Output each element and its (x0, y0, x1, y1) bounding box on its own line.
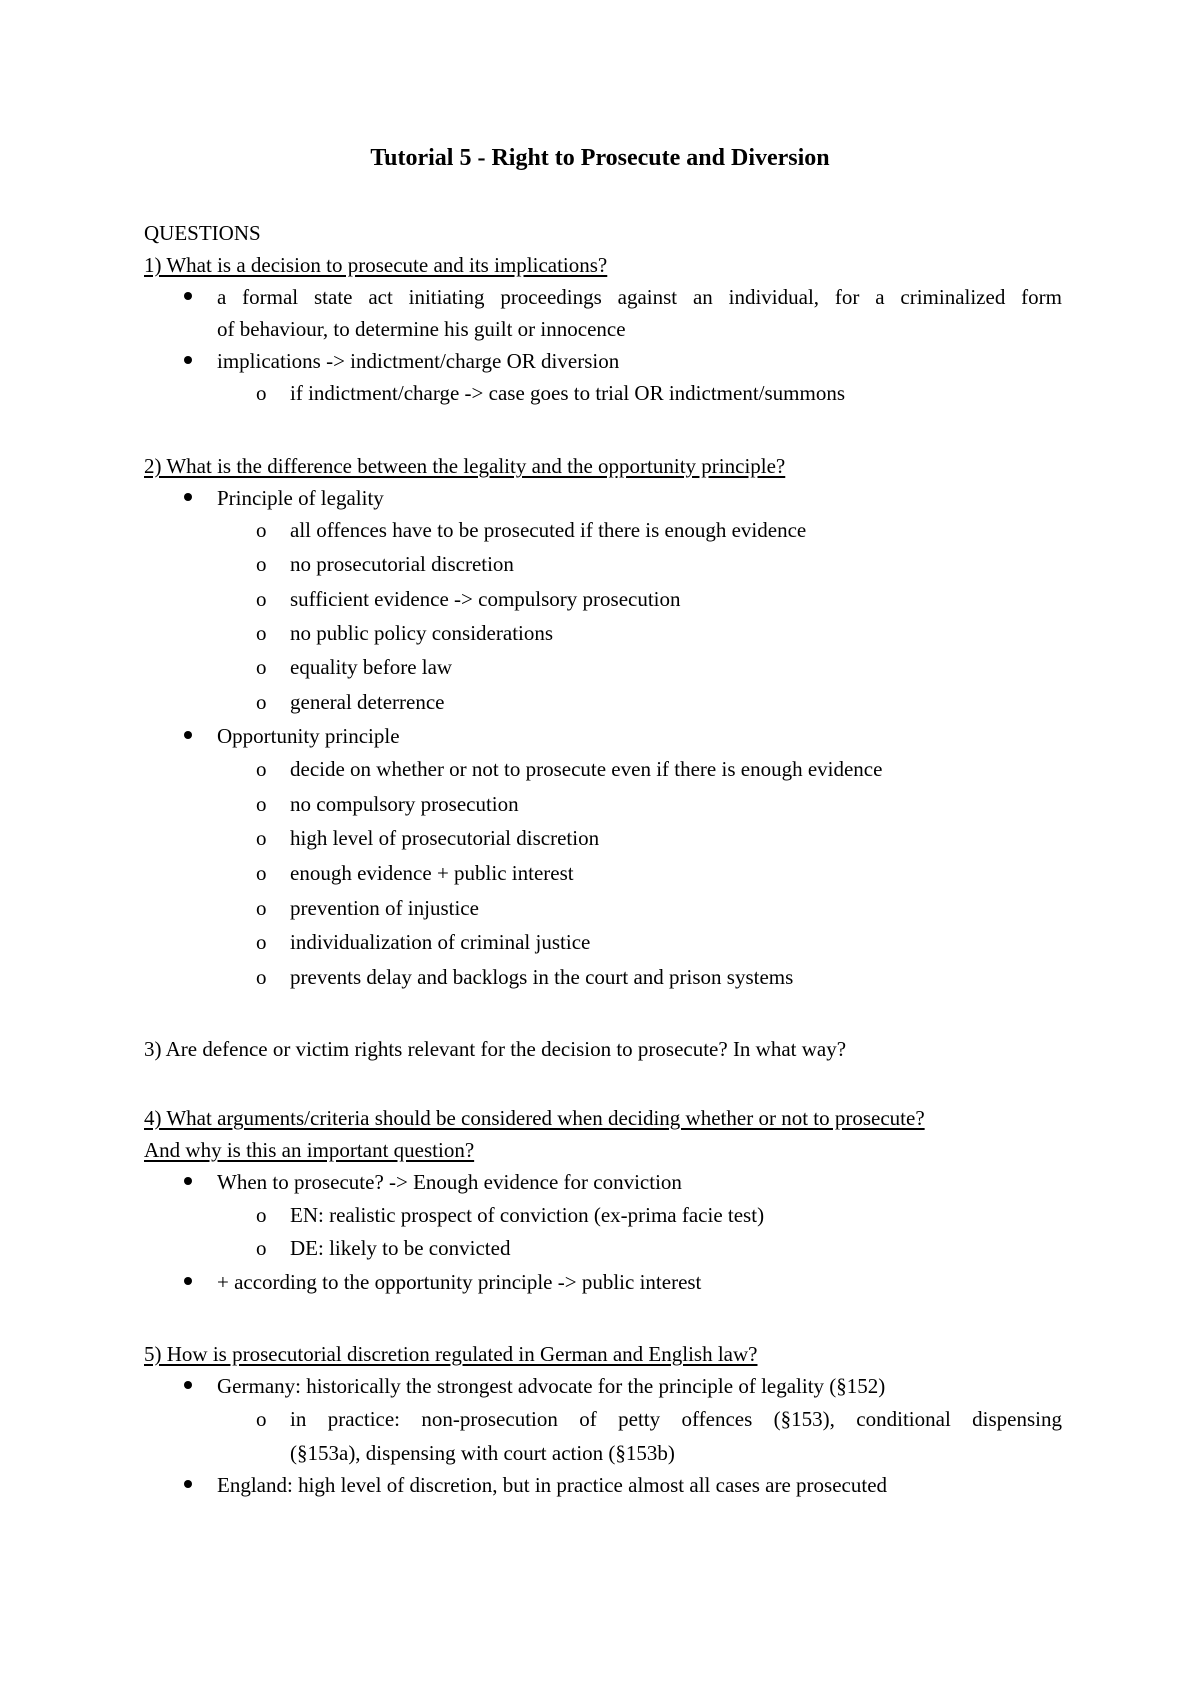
question-3: 3) Are defence or victim rights relevant for the decision to prosecute? In what way? (144, 1037, 847, 1061)
sub-bullet-icon: o (256, 792, 267, 816)
q4-bullet-2: + according to the opportunity principle -> public interest (217, 1270, 702, 1294)
q5-bullet-2: England: high level of discretion, but in practice almost all cases are prosecuted (217, 1473, 888, 1497)
bullet-icon (184, 1480, 192, 1488)
bullet-icon (184, 292, 192, 300)
q5-sub-bullet-line-1: in practice: non-prosecution of petty offences (§153), conditional dispensing (290, 1407, 1062, 1431)
sub-bullet-icon: o (256, 587, 267, 611)
q4-sub-bullet: DE: likely to be convicted (290, 1236, 511, 1260)
opportunity-item: enough evidence + public interest (290, 861, 574, 885)
legality-label: Principle of legality (217, 486, 384, 510)
bullet-icon (184, 493, 192, 501)
q5-bullet-1: Germany: historically the strongest advocate for the principle of legality (§152) (217, 1374, 886, 1398)
q4-bullet-1: When to prosecute? -> Enough evidence for conviction (217, 1170, 682, 1194)
opportunity-item: no compulsory prosecution (290, 792, 519, 816)
sub-bullet-icon: o (256, 381, 267, 405)
question-4-line-2: And why is this an important question? (144, 1138, 475, 1162)
sub-bullet-icon: o (256, 861, 267, 885)
opportunity-item: individualization of criminal justice (290, 930, 591, 954)
opportunity-item: prevents delay and backlogs in the court and prison systems (290, 965, 794, 989)
sub-bullet-icon: o (256, 757, 267, 781)
q1-bullet-1-line-2: of behaviour, to determine his guilt or innocence (217, 317, 626, 341)
q4-sub-bullet: EN: realistic prospect of conviction (ex-prima facie test) (290, 1203, 765, 1227)
bullet-icon (184, 1177, 192, 1185)
legality-item: sufficient evidence -> compulsory prosecution (290, 587, 681, 611)
sub-bullet-icon: o (256, 965, 267, 989)
sub-bullet-icon: o (256, 621, 267, 645)
bullet-icon (184, 1381, 192, 1389)
q1-bullet-2: implications -> indictment/charge OR diversion (217, 349, 620, 373)
question-5: 5) How is prosecutorial discretion regulated in German and English law? (144, 1342, 758, 1366)
bullet-icon (184, 356, 192, 364)
legality-item: all offences have to be prosecuted if there is enough evidence (290, 518, 807, 542)
bullet-icon (184, 731, 192, 739)
legality-item: no public policy considerations (290, 621, 554, 645)
sub-bullet-icon: o (256, 1236, 267, 1260)
questions-heading: QUESTIONS (144, 221, 261, 245)
sub-bullet-icon: o (256, 655, 267, 679)
opportunity-label: Opportunity principle (217, 724, 400, 748)
question-2: 2) What is the difference between the legality and the opportunity principle? (144, 454, 786, 478)
sub-bullet-icon: o (256, 518, 267, 542)
question-1: 1) What is a decision to prosecute and its implications? (144, 253, 608, 277)
sub-bullet-icon: o (256, 690, 267, 714)
sub-bullet-icon: o (256, 1407, 267, 1431)
sub-bullet-icon: o (256, 1203, 267, 1227)
sub-bullet-icon: o (256, 552, 267, 576)
sub-bullet-icon: o (256, 896, 267, 920)
q1-bullet-1-line-1: a formal state act initiating proceedings against an individual, for a criminalized form (217, 285, 1062, 309)
opportunity-item: prevention of injustice (290, 896, 479, 920)
legality-item: general deterrence (290, 690, 445, 714)
opportunity-item: decide on whether or not to prosecute even if there is enough evidence (290, 757, 883, 781)
q5-sub-bullet-line-2: (§153a), dispensing with court action (§153b) (290, 1441, 675, 1465)
page-title: Tutorial 5 - Right to Prosecute and Diversion (370, 145, 830, 171)
opportunity-item: high level of prosecutorial discretion (290, 826, 600, 850)
legality-item: no prosecutorial discretion (290, 552, 514, 576)
sub-bullet-icon: o (256, 930, 267, 954)
q1-sub-bullet-1: if indictment/charge -> case goes to trial OR indictment/summons (290, 381, 846, 405)
sub-bullet-icon: o (256, 826, 267, 850)
legality-item: equality before law (290, 655, 453, 679)
question-4-line-1: 4) What arguments/criteria should be considered when deciding whether or not to prosecute? (144, 1106, 925, 1130)
bullet-icon (184, 1277, 192, 1285)
